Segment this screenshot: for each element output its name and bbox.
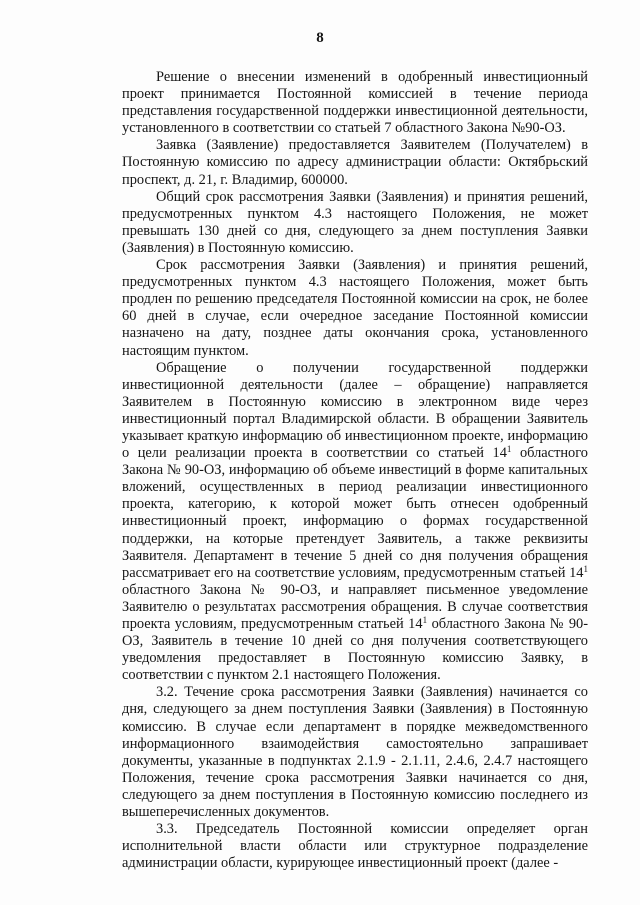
article-superscript: 1 bbox=[583, 563, 588, 574]
support-request-text-2: областного Закона № 90-ОЗ, информацию об объеме инвестиций в форме капитальных вложений, осуществленных в период реализации инвестиционного проекта, категорию, к которой может быть отнесен одобренный инвестиционный проект, информацию о формах государственной поддержки, на которые претендует Заявитель, а также реквизиты Заявителя. Департамент в течение 5 дней со дня получения обращения рассматривает его на соответствие условиям, предусмотренным статьей 14 bbox=[122, 445, 588, 581]
paragraph-application-submission: Заявка (Заявление) предоставляется Заявителем (Получателем) в Постоянную комиссию по адресу администрации области: Октябрьский проспект, д. 21, г. Владимир, 600000. bbox=[122, 137, 588, 188]
paragraph-total-review-period: Общий срок рассмотрения Заявки (Заявления) и принятия решений, предусмотренных пунктом 4.3 настоящего Положения, не может превышать 130 дней со дня, следующего за днем поступления Заявки (Заявления) в Постоянную комиссию. bbox=[122, 188, 588, 256]
support-request-text-4: областного Закона № 90-ОЗ, Заявитель в течение 10 дней со дня получения соответствующего уведомления предоставляет в Постоянную комиссию Заявку, в соответствии с пунктом 2.1 настоящего Положения. bbox=[122, 616, 589, 684]
paragraph-review-extension: Срок рассмотрения Заявки (Заявления) и принятия решений, предусмотренных пунктом 4.3 настоящего Положения, может быть продлен по решению председателя Постоянной комиссии на срок, не более 60 дней в случае, если очередное заседание Постоянной комиссии назначено на дату, позднее даты окончания срока, установленного настоящим пунктом. bbox=[122, 257, 588, 359]
paragraph-support-request bbox=[122, 360, 588, 685]
article-superscript: 1 bbox=[422, 615, 428, 625]
article-superscript: 1 bbox=[506, 444, 512, 455]
paragraph-amendment-decision: Решение о внесении изменений в одобренный инвестиционный проект принимается Постоянной комиссией в течение периода представления государственной поддержки инвестиционной деятельности, установленного в соответствии со статьей 7 областного Закона №90-ОЗ. bbox=[122, 69, 588, 137]
support-request-text-3: областного Закона № 90-ОЗ, и направляет письменное уведомление Заявителю о результатах рассмотрения обращения. В случае соответствия проекта условиям, предусмотренным статьей 14 bbox=[122, 581, 588, 632]
document-body bbox=[122, 69, 588, 872]
paragraph-3-3-chairman: 3.3. Председатель Постоянной комиссии определяет орган исполнительной власти области или структурное подразделение администрации области, курирующее инвестиционный проект (далее - bbox=[122, 821, 588, 872]
paragraph-3-2-review-start: 3.2. Течение срока рассмотрения Заявки (Заявления) начинается со дня, следующего за днем поступления Заявки (Заявления) в Постоянную комиссию. В случае если департамент в порядке межведомственного информационного взаимодействия самостоятельно запрашивает документы, указанные в подпунктах 2.1.9 - 2.1.11, 2.4.6, 2.4.7 настоящего Положения, течение срока рассмотрения Заявки начинается со дня, следующего за днем поступления в Постоянную комиссию последнего из вышеперечисленных документов. bbox=[122, 684, 588, 821]
page-number: 8 bbox=[316, 30, 324, 46]
support-request-text-1: Обращение о получении государственной поддержки инвестиционной деятельности (далее – обращение) направляется Заявителем в Постоянную комиссию в электронном виде через инвестиционный портал Владимирской области. В обращении Заявитель указывает краткую информацию об инвестиционном проекте, информацию о цели реализации проекта в соответствии со статьей 14 bbox=[122, 359, 588, 462]
